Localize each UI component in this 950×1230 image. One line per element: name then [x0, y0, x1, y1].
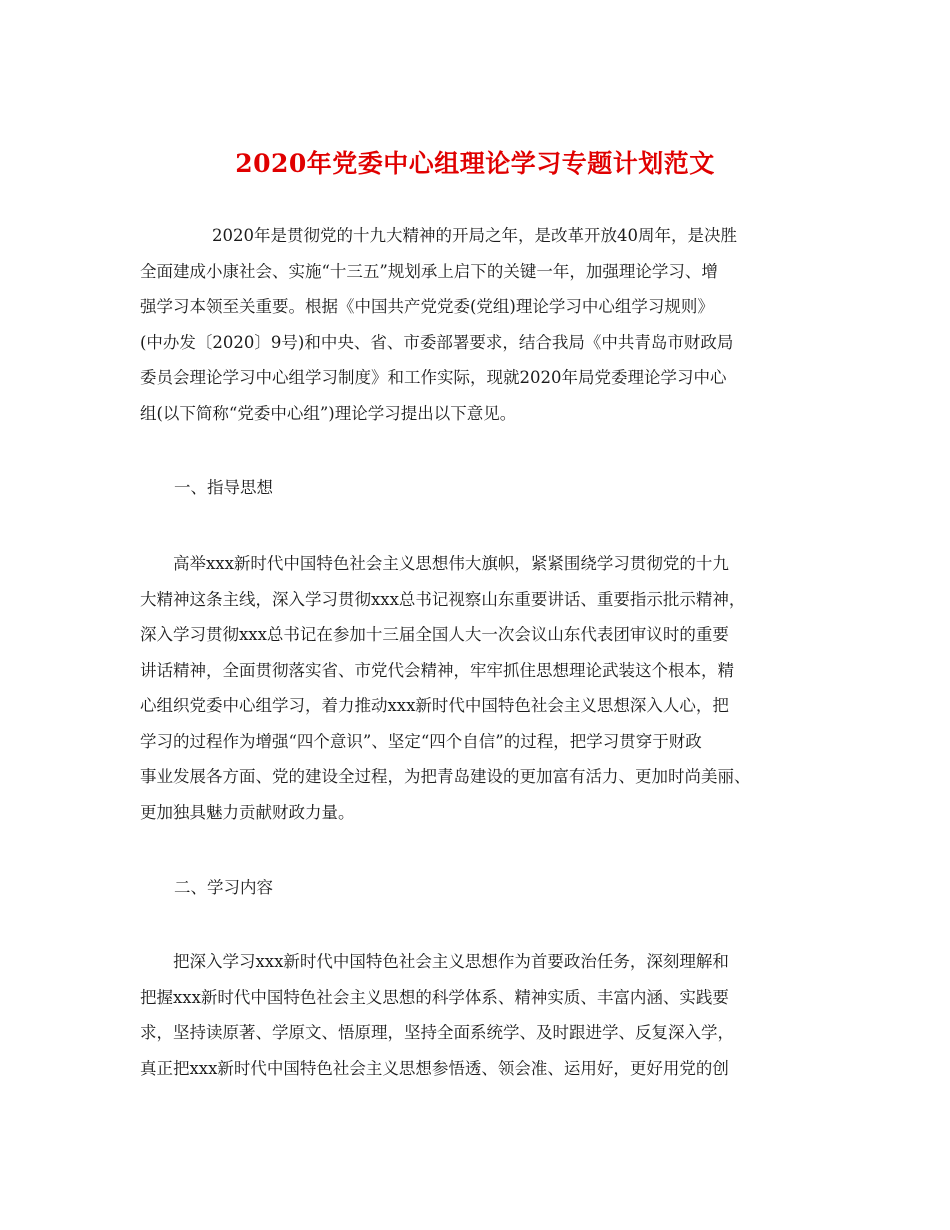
- paragraph-line: 事业发展各方面、党的建设全过程，为把青岛建设的更加富有活力、更加时尚美丽、: [140, 767, 751, 786]
- paragraph-line: (中办发〔2020〕9号)和中央、省、市委部署要求，结合我局《中共青岛市财政局: [140, 332, 734, 352]
- paragraph-line: 高举xxx新时代中国特色社会主义思想伟大旗帜，紧紧围绕学习贯彻党的十九: [173, 554, 729, 573]
- study-content-paragraph: [140, 944, 812, 1086]
- paragraph-line: 更加独具魅力贡献财政力量。: [140, 802, 355, 822]
- paragraph-line: 组(以下简称“党委中心组”)理论学习提出以下意见。: [140, 403, 517, 423]
- paragraph-line: 求，坚持读原著、学原文、悟原理，坚持全面系统学、及时跟进学、反复深入学，: [140, 1023, 734, 1042]
- paragraph-line: 把握xxx新时代中国特色社会主义思想的科学体系、精神实质、丰富内涵、实践要: [140, 987, 729, 1007]
- section-heading-study-content: 二、学习内容: [174, 878, 273, 897]
- paragraph-line: 深入学习贯彻xxx总书记在参加十三届全国人大一次会议山东代表团审议时的重要: [140, 625, 729, 644]
- paragraph-line: 真正把xxx新时代中国特色社会主义思想参悟透、领会准、运用好，更好用党的创: [140, 1058, 729, 1078]
- paragraph-line: 把深入学习xxx新时代中国特色社会主义思想作为首要政治任务，深刻理解和: [173, 952, 729, 971]
- paragraph-line: 委员会理论学习中心组学习制度》和工作实际，现就2020年局党委理论学习中心: [140, 368, 727, 387]
- paragraph-line: 强学习本领至关重要。根据《中国共产党党委(党组)理论学习中心组学习规则》: [140, 297, 714, 316]
- guiding-ideology-paragraph: [140, 546, 812, 830]
- paragraph-line: 2020年是贯彻党的十九大精神的开局之年，是改革开放40周年，是决胜: [212, 226, 737, 245]
- document-title: 2020年党委中心组理论学习专题计划范文: [235, 149, 715, 178]
- paragraph-line: 讲话精神，全面贯彻落实省、市党代会精神，牢牢抓住思想理论武装这个根本，精: [140, 660, 734, 680]
- section-heading-guiding-ideology: 一、指导思想: [174, 478, 273, 497]
- paragraph-line: 学习的过程作为增强“四个意识”、坚定“四个自信”的过程，把学习贯穿于财政: [140, 731, 702, 751]
- paragraph-line: 全面建成小康社会、实施“十三五”规划承上启下的关键一年，加强理论学习、增: [140, 261, 718, 281]
- paragraph-line: 心组织党委中心组学习，着力推动xxx新时代中国特色社会主义思想深入人心，把: [140, 696, 729, 715]
- paragraph-line: 大精神这条主线，深入学习贯彻xxx总书记视察山东重要讲话、重要指示批示精神，: [140, 589, 746, 609]
- intro-paragraph: [140, 218, 812, 431]
